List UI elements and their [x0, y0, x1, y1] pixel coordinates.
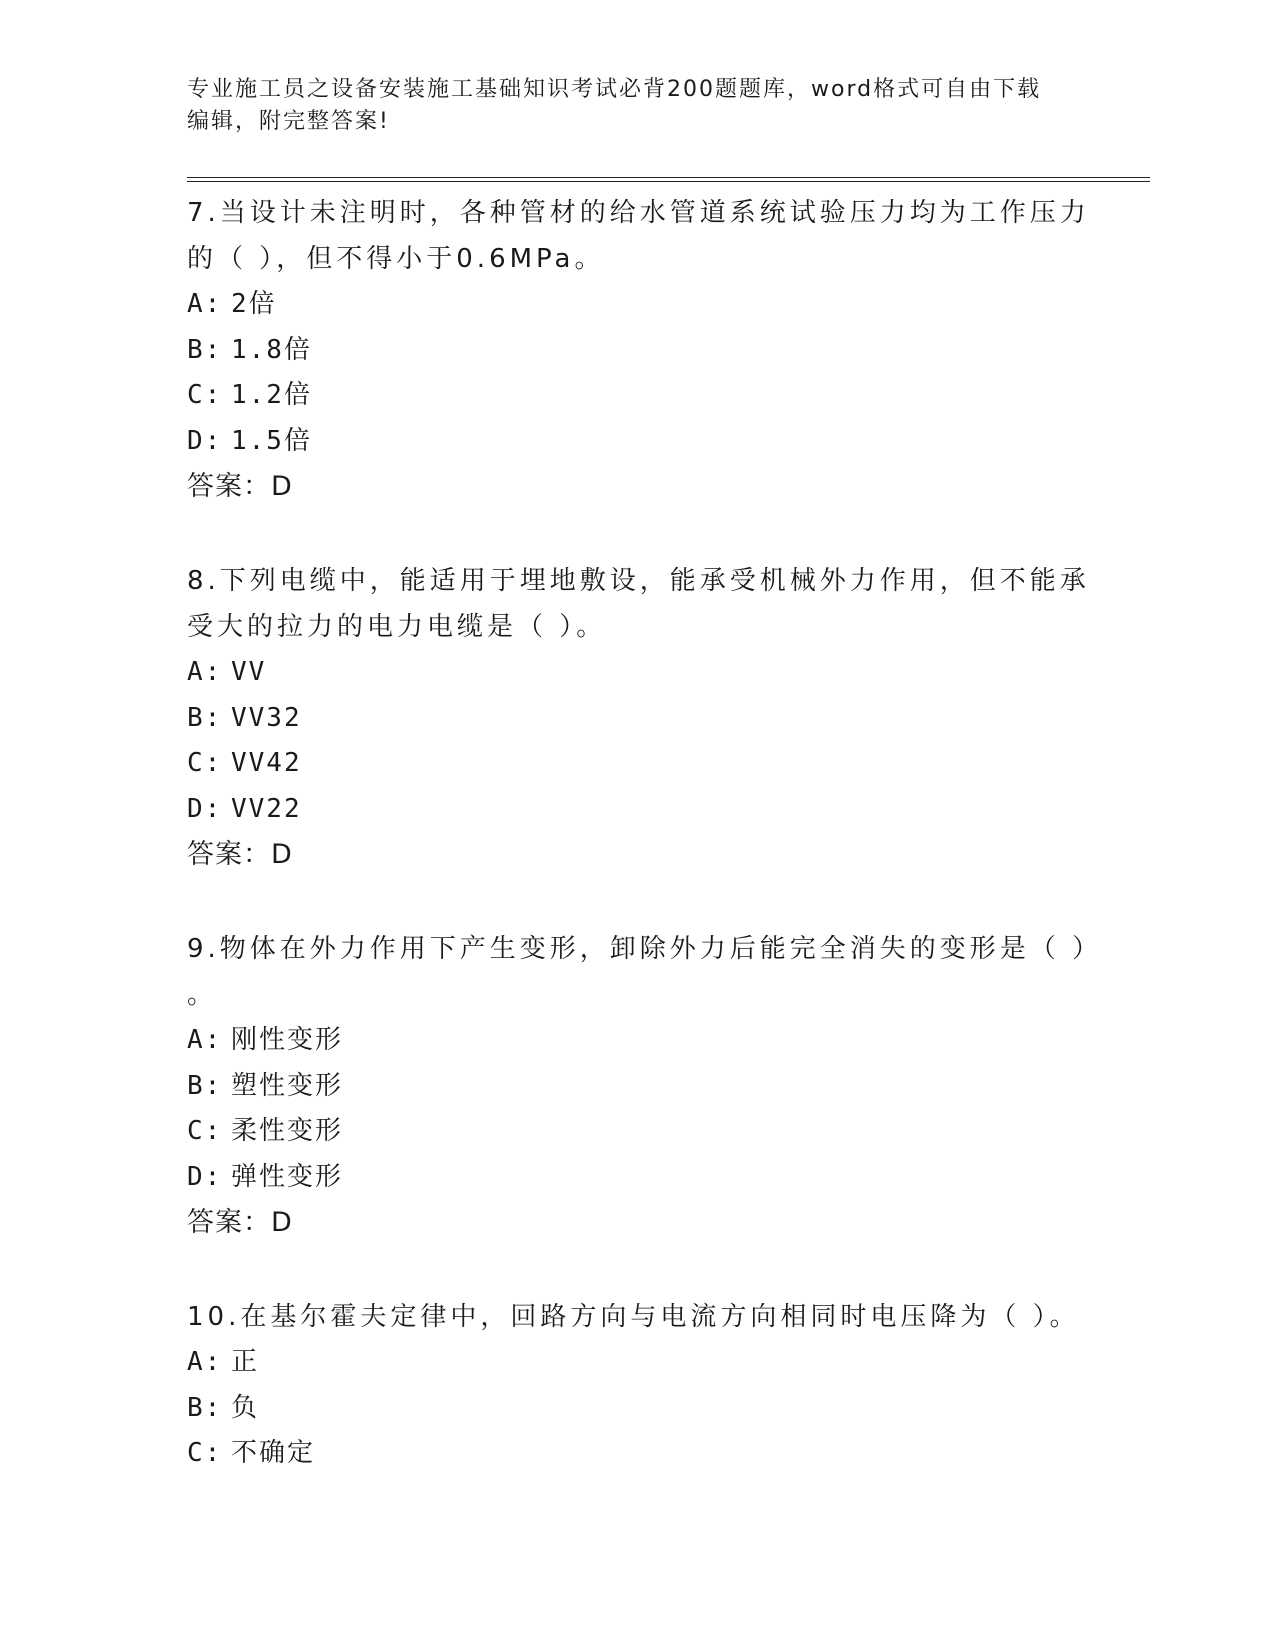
option-text: 正	[231, 1347, 260, 1377]
option-c	[187, 1431, 1087, 1477]
option-a	[187, 282, 1087, 328]
option-key: D:	[187, 793, 223, 824]
option-d	[187, 1155, 1087, 1201]
question-10	[187, 1294, 1087, 1477]
question-stem-line: 10.在基尔霍夫定律中，回路方向与电流方向相同时电压降为（ ）。	[187, 1302, 1080, 1332]
option-text: VV42	[231, 748, 302, 778]
option-key: C:	[187, 1438, 223, 1468]
option-b	[187, 1386, 1087, 1432]
option-key: C:	[187, 748, 223, 778]
document-header	[187, 74, 1087, 138]
header-line-1: 专业施工员之设备安装施工基础知识考试必背200题题库，word格式可自由下载	[187, 77, 1042, 102]
option-text: VV32	[231, 702, 302, 733]
question-stem-line: 。	[187, 980, 218, 1010]
option-key: A:	[187, 289, 223, 319]
header-divider-top	[187, 177, 1150, 178]
option-text: 1.2倍	[231, 380, 312, 410]
question-7	[187, 190, 1090, 510]
question-8	[187, 558, 1090, 878]
option-key: C:	[187, 380, 223, 410]
option-b	[187, 696, 1087, 742]
option-a	[187, 1340, 1087, 1386]
option-key: A:	[187, 1347, 223, 1377]
option-text: VV22	[231, 793, 302, 824]
option-text: 2倍	[231, 289, 277, 319]
question-stem-line: 的（ ），但不得小于0.6MPa。	[187, 244, 605, 274]
answer: 答案：D	[187, 839, 293, 870]
option-text: 1.8倍	[231, 334, 312, 365]
option-text: 负	[231, 1392, 260, 1423]
option-c	[187, 741, 1087, 787]
option-key: B:	[187, 1392, 223, 1423]
option-d	[187, 419, 1087, 465]
option-text: 柔性变形	[231, 1116, 344, 1146]
option-key: D:	[187, 425, 223, 456]
option-text: 塑性变形	[231, 1070, 344, 1101]
question-stem-line: 9.物体在外力作用下产生变形，卸除外力后能完全消失的变形是（ ）	[187, 934, 1103, 964]
question-list	[187, 190, 1103, 1525]
option-key: A:	[187, 1025, 223, 1055]
option-key: B:	[187, 1070, 223, 1101]
option-text: 不确定	[231, 1438, 316, 1468]
question-9	[187, 926, 1103, 1246]
option-key: B:	[187, 334, 223, 365]
header-line-2: 编辑，附完整答案!	[187, 109, 390, 134]
question-stem-line: 受大的拉力的电力电缆是（ ）。	[187, 612, 607, 642]
option-b	[187, 1064, 1087, 1110]
option-b	[187, 328, 1087, 374]
answer: 答案：D	[187, 1207, 293, 1238]
option-text: 1.5倍	[231, 425, 312, 456]
option-c	[187, 373, 1087, 419]
option-key: D:	[187, 1161, 223, 1192]
question-stem-line: 7.当设计未注明时，各种管材的给水管道系统试验压力均为工作压力	[187, 198, 1090, 228]
option-key: B:	[187, 702, 223, 733]
option-a	[187, 650, 1087, 696]
option-text: 弹性变形	[231, 1161, 344, 1192]
header-divider-bottom	[187, 181, 1150, 182]
answer: 答案：D	[187, 471, 293, 502]
option-key: C:	[187, 1116, 223, 1146]
option-a	[187, 1018, 1087, 1064]
option-c	[187, 1109, 1087, 1155]
option-text: VV	[231, 657, 267, 687]
option-key: A:	[187, 657, 223, 687]
option-d	[187, 787, 1087, 833]
option-text: 刚性变形	[231, 1025, 344, 1055]
question-stem-line: 8.下列电缆中，能适用于埋地敷设，能承受机械外力作用，但不能承	[187, 566, 1090, 596]
